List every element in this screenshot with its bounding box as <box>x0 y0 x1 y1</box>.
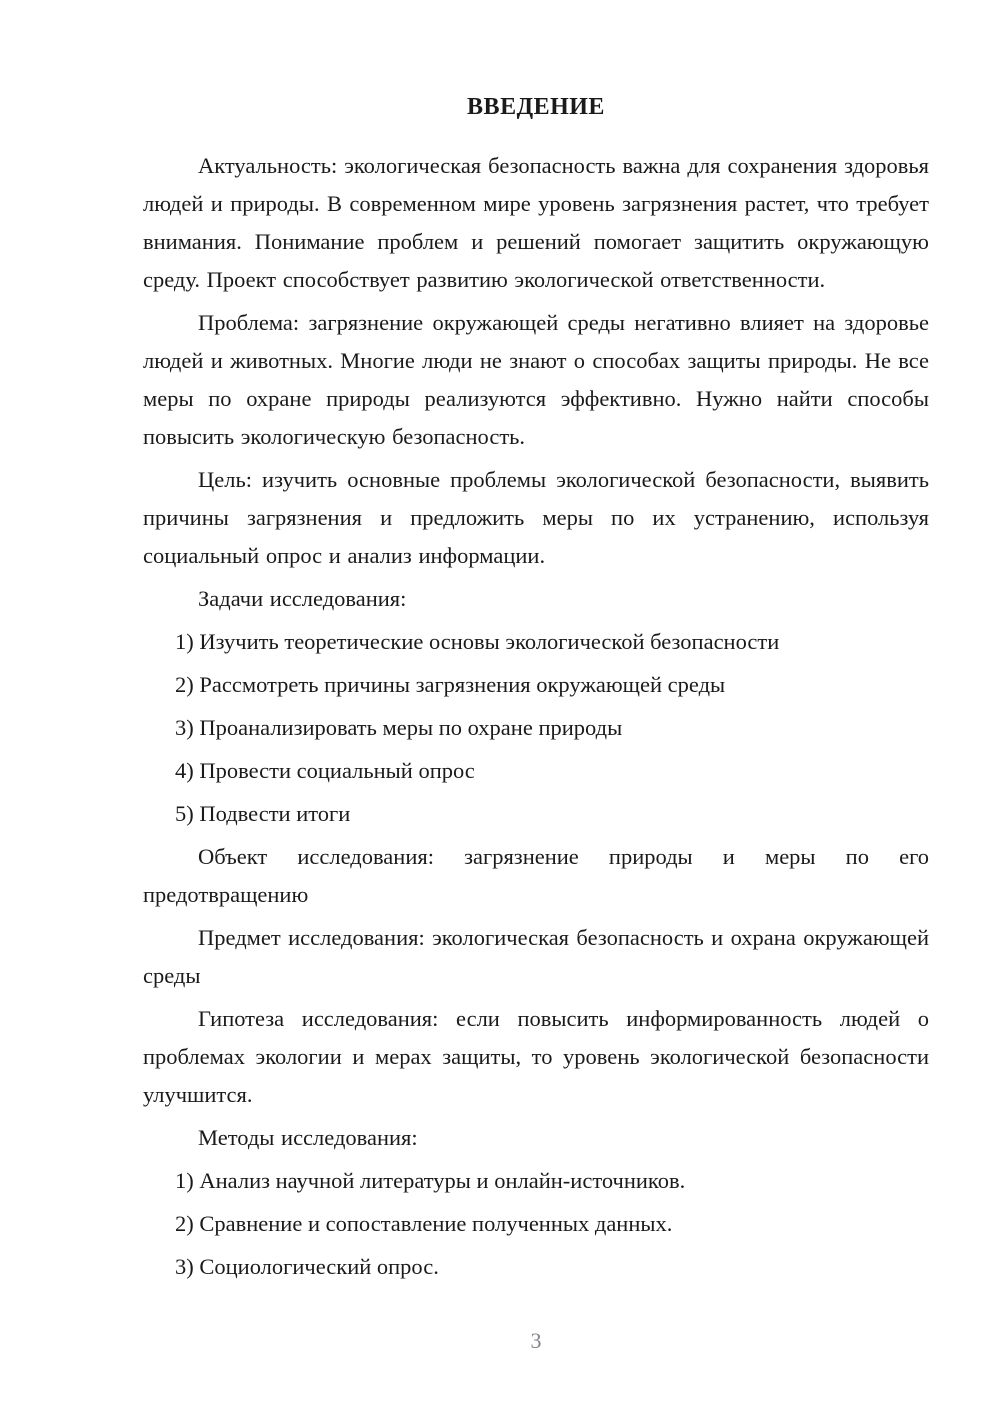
task-item-5: 5) Подвести итоги <box>175 801 351 826</box>
paragraph-object: Объект исследования: загрязнение природы и меры по его предотвращению <box>143 844 929 907</box>
paragraph-goal: Цель: изучить основные проблемы экологической безопасности, выявить причины загрязнения и предложить меры по их устранению, используя социальный опрос и анализ информации. <box>143 467 929 568</box>
task-item-1: 1) Изучить теоретические основы экологической безопасности <box>175 629 780 654</box>
method-item-2: 2) Сравнение и сопоставление полученных данных. <box>175 1211 673 1236</box>
page-number: 3 <box>530 1328 542 1353</box>
paragraph-relevance: Актуальность: экологическая безопасность важна для сохранения здоровья людей и природы. В современном мире уровень загрязнения растет, что требует внимания. Понимание проблем и решений помогает защитить окружающую среду. Проект способствует развитию экологической ответственности. <box>143 153 929 292</box>
method-item-3: 3) Социологический опрос. <box>175 1254 439 1279</box>
task-item-2: 2) Рассмотреть причины загрязнения окружающей среды <box>175 672 726 697</box>
paragraph-problem: Проблема: загрязнение окружающей среды негативно влияет на здоровье людей и животных. Многие люди не знают о способах защиты природы. Не все меры по охране природы реализуются эффективно. Нужно найти способы повысить экологическую безопасность. <box>143 310 929 449</box>
paragraph-subject: Предмет исследования: экологическая безопасность и охрана окружающей среды <box>143 925 929 988</box>
methods-heading: Методы исследования: <box>198 1125 418 1150</box>
method-item-1: 1) Анализ научной литературы и онлайн-источников. <box>175 1168 686 1193</box>
task-item-3: 3) Проанализировать меры по охране природы <box>175 715 623 740</box>
paragraph-hypothesis: Гипотеза исследования: если повысить информированность людей о проблемах экологии и мерах защиты, то уровень экологической безопасности улучшится. <box>143 1006 929 1107</box>
tasks-heading: Задачи исследования: <box>198 586 407 611</box>
task-item-4: 4) Провести социальный опрос <box>175 758 475 783</box>
page-title: ВВЕДЕНИЕ <box>467 94 605 120</box>
